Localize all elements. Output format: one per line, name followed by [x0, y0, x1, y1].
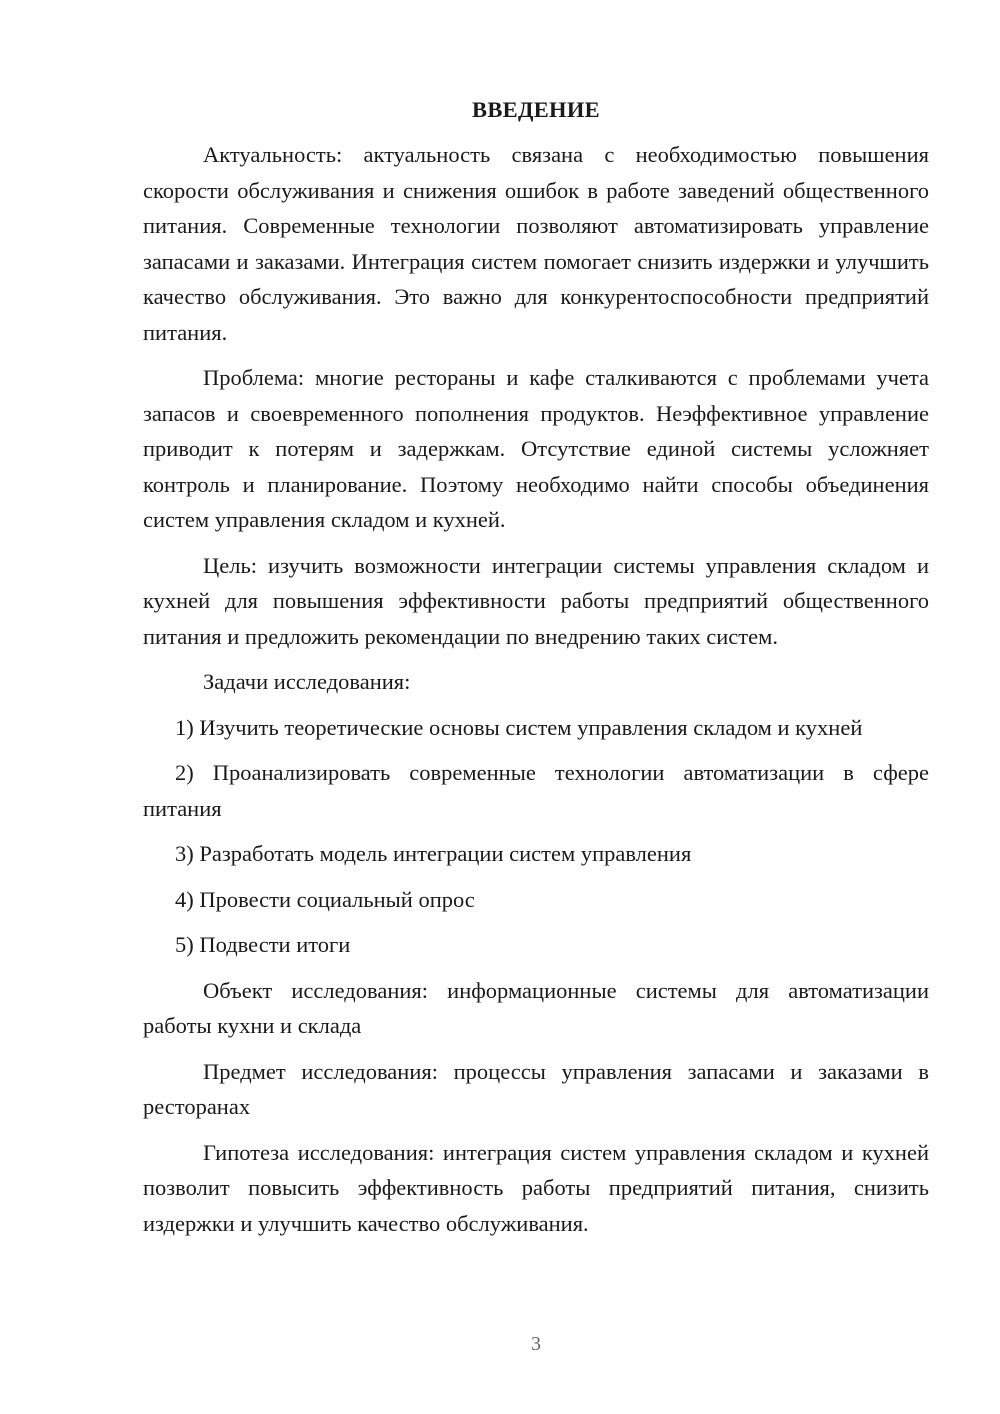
page-number: 3 — [531, 1333, 541, 1355]
hypothesis-paragraph: Гипотеза исследования: интеграция систем управления складом и кухней позволит повысить эффективность работы предприятий питания, снизить издержки и улучшить качество обслуживания. — [143, 1139, 929, 1236]
task-item-3: 3) Разработать модель интеграции систем управления — [175, 841, 692, 866]
relevance-paragraph: Актуальность: актуальность связана с необходимостью повышения скорости обслуживания и снижения ошибок в работе заведений общественного питания. Современные технологии позволяют автоматизировать управление запасами и заказами. Интеграция систем помогает снизить издержки и улучшить качество обслуживания. Это важно для конкурентоспособности предприятий питания. — [143, 142, 929, 345]
goal-paragraph: Цель: изучить возможности интеграции системы управления складом и кухней для повышения эффективности работы предприятий общественного питания и предложить рекомендации по внедрению таких систем. — [143, 552, 929, 649]
object-paragraph: Объект исследования: информационные системы для автоматизации работы кухни и склада — [143, 977, 929, 1038]
problem-paragraph: Проблема: многие рестораны и кафе сталкиваются с проблемами учета запасов и своевременного пополнения продуктов. Неэффективное управление приводит к потерям и задержкам. Отсутствие единой системы усложняет контроль и планирование. Поэтому необходимо найти способы объединения систем управления складом и кухней. — [143, 365, 929, 532]
task-item-2: 2) Проанализировать современные технологии автоматизации в сфере питания — [143, 760, 929, 821]
task-item-4: 4) Провести социальный опрос — [175, 886, 475, 912]
task-item-1: 1) Изучить теоретические основы систем управления складом и кухней — [175, 714, 863, 740]
tasks-list — [143, 710, 929, 963]
page-content — [143, 95, 929, 1251]
task-item-5: 5) Подвести итоги — [175, 932, 351, 957]
subject-paragraph: Предмет исследования: процессы управления запасами и заказами в ресторанах — [143, 1058, 929, 1119]
tasks-heading: Задачи исследования: — [203, 669, 411, 694]
section-title: ВВЕДЕНИЕ — [472, 97, 600, 122]
